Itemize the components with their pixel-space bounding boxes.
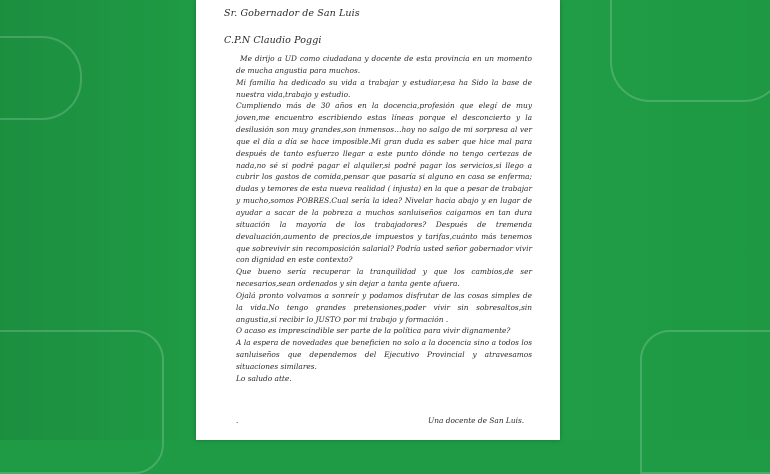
letter-body [236,53,532,385]
letter-dot: . [236,416,239,425]
background-decor-left-bottom [0,330,164,474]
letter-paragraph: Cumpliendo más de 30 años en la docencia,profesión que elegí de muy joven,me encuentro escribiendo estas líneas porque el desconcierto y la desilusión son muy grandes,son inmensos…hoy no salgo de mi sorpresa al ver que el día a día se hace imposible.Mi gran duda es saber que hice mal para después de tanto esfuerzo llegar a este punto dónde no tengo certezas de nada,no sé si podré pagar el alquiler,si podré pagar los servicios,si llego a cubrir los gastos de comida,pensar que pasaría si alguno en casa se enferma; dudas y temores de esta nueva realidad ( injusta) en la que a pesar de trabajar y mucho,somos POBRES.Cual sería la idea? Nivelar hacia abajo y en lugar de ayudar a sacar de la pobreza a muchos sanluiseños caigamos en tan dura situación la mayoría de los trabajadores? Después de tremenda devaluación,aumento de precios,de impuestos y tarifas,cuánto más tenemos que sobrevivir sin recomposición salarial? Podría usted señor gobernador vivir con dignidad en este contexto? [236,101,532,265]
letter-paragraph: Ojalá pronto volvamos a sonreír y podamos disfrutar de las cosas simples de la vida.No tengo grandes pretensiones,poder vivir sin sobresaltos,sin angustia,si recibir lo JUSTO por mi trabajo y formación . [236,290,532,324]
letter-paragraph: Mi familia ha dedicado su vida a trabajar y estudiar,esa ha Sido la base de nuestra vida,trabajo y estudio. [236,77,532,99]
letter-paragraph: Que bueno sería recuperar la tranquilidad y que los cambios,de ser necesarios,sean ordenados y sin dejar a tanta gente afuera. [236,267,532,289]
letter-page [196,0,560,440]
letter-paragraph: Lo saludo atte. [236,373,292,383]
letter-signature: Una docente de San Luis. [428,416,525,425]
letter-paragraph: Me dirijo a UD como ciudadana y docente de esta provincia en un momento de mucha angustia para muchos. [236,54,532,75]
letter-paragraph: O acaso es imprescindible ser parte de la política para vivir dignamente? [236,326,511,336]
letter-paragraph: A la espera de novedades que beneficien no solo a la docencia sino a todos los sanluiseños que dependemos del Ejecutivo Provincial y atravesamos situaciones similares. [236,338,532,371]
letter-recipient: Sr. Gobernador de San Luis [224,8,360,19]
letter-addressee: C.P.N Claudio Poggi [224,35,322,46]
background-decor-left-top [0,36,82,120]
background-decor-right-bottom [640,330,770,474]
background-decor-right-top [610,0,770,102]
